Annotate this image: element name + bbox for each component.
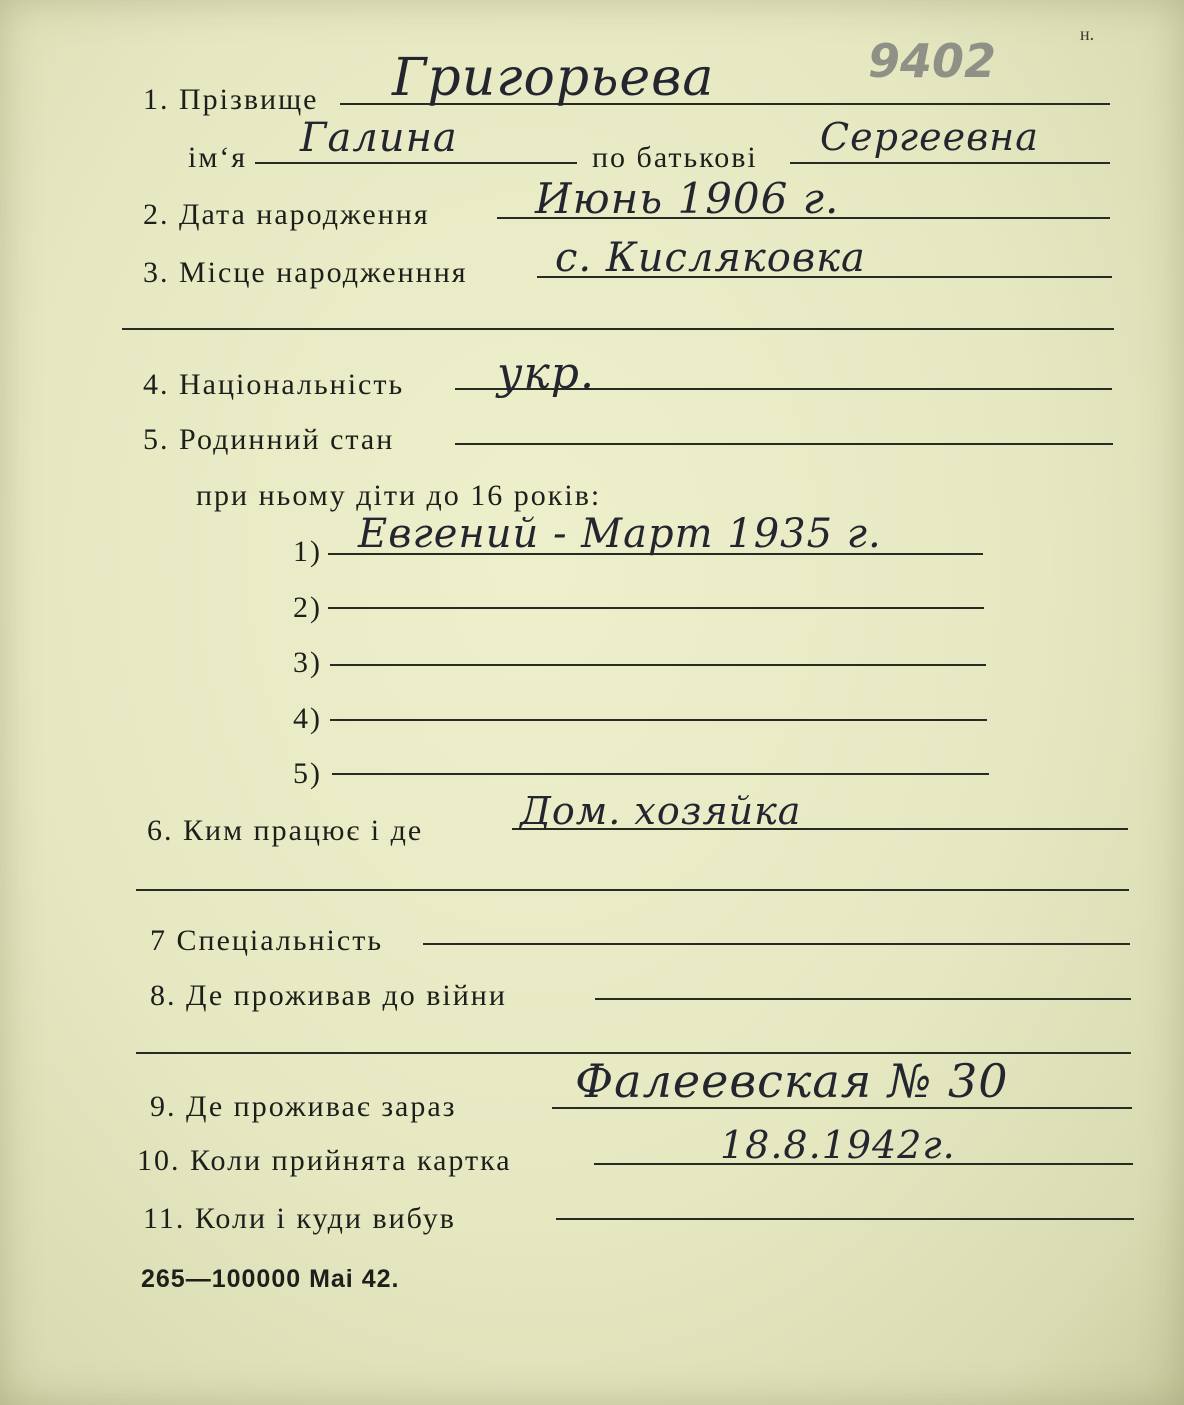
corner-mark: н. [1080, 24, 1095, 44]
child-2-num: 2) [293, 591, 322, 624]
nationality-value: укр. [497, 348, 595, 399]
work-value: Дом. хозяйка [520, 789, 802, 833]
child-3-num: 3) [293, 646, 322, 679]
child-4-line [330, 719, 987, 721]
birth-place-label: 3. Місце народженння [143, 256, 468, 289]
name-value: Галина [300, 115, 458, 161]
departed-label: 11. Коли і куди вибув [143, 1202, 456, 1235]
specialty-label: 7 Спеціальність [150, 924, 383, 957]
prewar-label: 8. Де проживав до війни [150, 979, 507, 1012]
child-4-num: 4) [293, 702, 322, 735]
marital-label: 5. Родинний стан [143, 423, 395, 456]
prewar-line [595, 998, 1131, 1000]
work-label: 6. Ким працює і де [147, 814, 424, 847]
current-label: 9. Де проживає зараз [150, 1090, 457, 1123]
child-5-num: 5) [293, 757, 322, 790]
departed-line [556, 1218, 1134, 1220]
child-1-value: Евгений - Март 1935 г. [358, 511, 882, 557]
name-label: ім‘я [188, 141, 248, 174]
accepted-label: 10. Коли прийнята картка [137, 1144, 512, 1177]
surname-value: Григорьева [392, 48, 715, 108]
work-line-2 [136, 889, 1129, 891]
patronymic-line [790, 162, 1110, 164]
birth-place-line-2 [122, 328, 1114, 330]
print-footer: 265—100000 Mai 42. [141, 1265, 400, 1293]
birth-date-value: Июнь 1906 г. [535, 174, 840, 223]
child-5-line [332, 773, 989, 775]
patronymic-label: по батькові [592, 141, 758, 174]
child-3-line [330, 664, 986, 666]
accepted-value: 18.8.1942г. [720, 1123, 956, 1167]
marital-line [455, 443, 1113, 445]
child-2-line [328, 607, 984, 609]
patronymic-value: Сергеевна [820, 115, 1039, 159]
birth-date-label: 2. Дата народження [143, 198, 430, 231]
nationality-label: 4. Національність [143, 368, 405, 401]
current-value: Фалеевская № 30 [575, 1054, 1009, 1108]
surname-label: 1. Прізвище [143, 83, 319, 116]
child-1-num: 1) [293, 535, 322, 568]
children-label: при ньому діти до 16 років: [196, 479, 602, 512]
name-line [255, 162, 577, 164]
birth-place-value: с. Кисляковка [555, 235, 866, 281]
specialty-line [423, 943, 1130, 945]
archive-number: 9402 [868, 34, 997, 88]
